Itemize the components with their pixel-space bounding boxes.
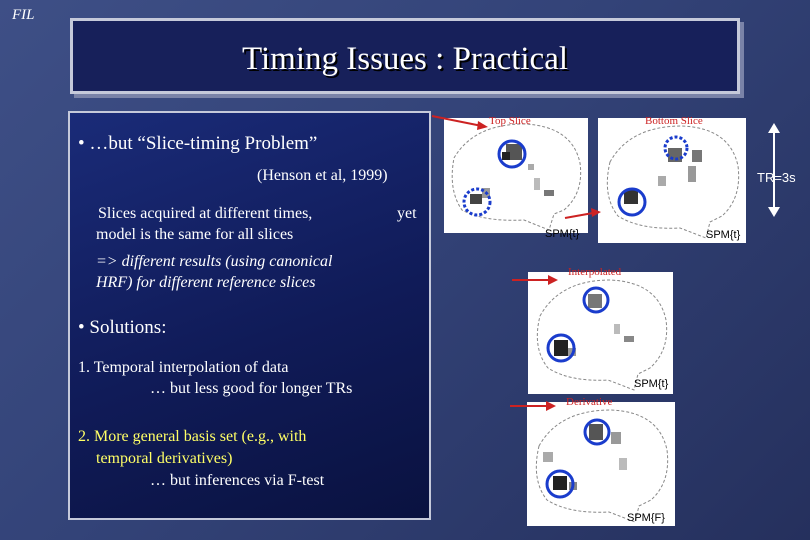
top-slice-label: Top Slice [489,115,531,127]
interpolated-panel [528,272,673,394]
solution-2-line1: 2. More general basis set (e.g., with [78,428,307,445]
top-slice-arrow-icon [430,112,492,134]
solution-2-line3: … but inferences via F-test [150,472,325,489]
slide-title: Timing Issues : Practical [241,41,569,77]
bullet-glyph: • [78,133,85,154]
interpolated-arrow-icon [510,272,560,288]
content-panel [68,111,431,520]
para1-line1-a: Slices acquired at different times, [98,205,313,222]
solution-1-line1: 1. Temporal interpolation of data [78,359,289,376]
bottom-slice-panel [598,118,746,243]
bullet-2 [78,317,166,339]
para1-line2: model is the same for all slices [96,226,294,243]
para2-line2: HRF) for different reference slices [96,274,316,291]
bullet-glyph: • [78,317,85,338]
interpolated-glass-brain [528,272,673,394]
tr-label: TR=3s [757,170,796,185]
fil-logo: FIL [12,7,35,23]
derivative-panel [527,402,675,526]
interpolated-stat: SPM{t} [634,378,669,390]
solution-1-line2: … but less good for longer TRs [150,380,353,397]
derivative-arrow-icon [508,398,558,414]
bottom-slice-stat: SPM{t} [706,229,741,241]
bottom-slice-arrow-icon [563,206,603,222]
bullet-2-text: Solutions: [89,317,167,338]
solution-2-line2: temporal derivatives) [96,450,233,467]
citation: (Henson et al, 1999) [257,167,388,184]
bullet-1 [78,133,317,155]
derivative-stat: SPM{F} [627,512,665,524]
bullet-1-text: …but “Slice-timing Problem” [89,133,318,154]
para2-line1: => different results (using canonical [96,253,333,270]
derivative-glass-brain [527,402,675,526]
derivative-label: Derivative [566,396,613,408]
bottom-slice-glass-brain [598,118,746,243]
para1-line1-b: yet [397,205,417,222]
title-box [70,18,740,94]
top-slice-stat: SPM{t} [545,228,580,240]
interpolated-label: Interpolated [568,266,622,278]
bottom-slice-label: Bottom Slice [645,115,703,127]
